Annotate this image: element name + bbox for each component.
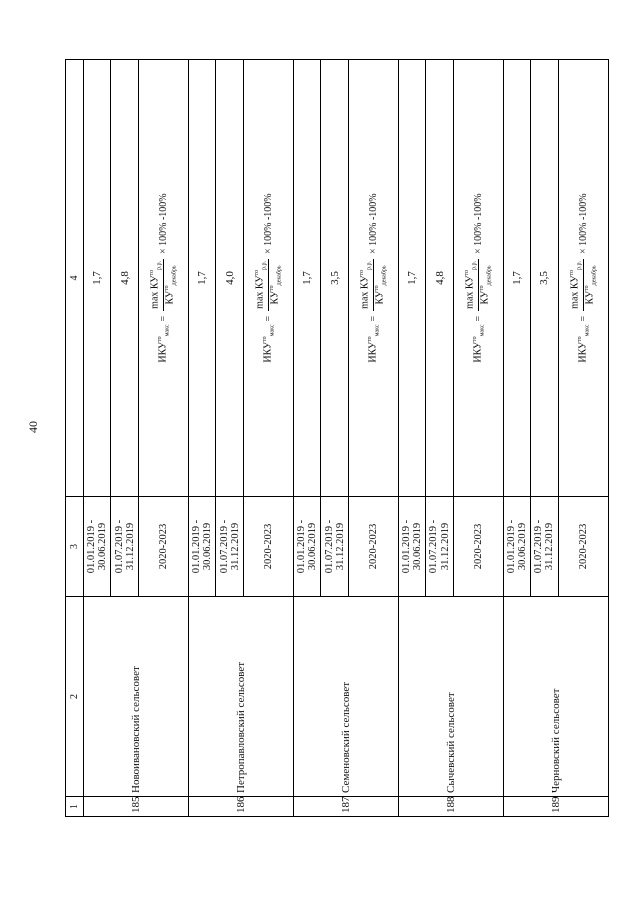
- formula-tail: × 100% -100%: [472, 193, 484, 254]
- formula-eq: =: [367, 315, 379, 322]
- formula-tail: × 100% -100%: [577, 193, 589, 254]
- period-cell: 01.01.2019 - 30.06.2019: [398, 497, 425, 597]
- formula-eq: =: [157, 315, 169, 322]
- formula-lhs: $ИКУ^{то}_{макс}$: [261, 324, 275, 363]
- formula-numerator: $\max КУ^{то}_{р.р.}$: [253, 261, 268, 309]
- period-cell: 2020-2023: [138, 497, 188, 597]
- row-number: 186: [188, 797, 293, 817]
- formula-lhs: $ИКУ^{то}_{макс}$: [156, 324, 170, 363]
- table-body: [66, 60, 609, 817]
- formula-denominator: $КУ^{то}_{декабрь}$: [163, 265, 178, 305]
- formula-fraction: [359, 259, 388, 311]
- formula-cell: [243, 60, 293, 497]
- period-cell: 01.07.2019 - 31.12.2019: [426, 497, 453, 597]
- period-cell: 01.01.2019 - 30.06.2019: [188, 497, 215, 597]
- settlement-name: Петропавловский сельсовет: [188, 597, 293, 797]
- table-row: [503, 60, 530, 817]
- row-number: 187: [293, 797, 398, 817]
- value-cell: 4,0: [216, 60, 243, 497]
- period-cell: 01.01.2019 - 30.06.2019: [503, 497, 530, 597]
- period-cell: 2020-2023: [348, 497, 398, 597]
- settlement-name: Новоивановский сельсовет: [83, 597, 188, 797]
- settlement-name: Черновский сельсовет: [503, 597, 608, 797]
- formula-eq: =: [472, 315, 484, 322]
- formula-denominator: $КУ^{то}_{декабрь}$: [268, 265, 283, 305]
- formula-fraction: [569, 259, 598, 311]
- period-cell: 01.07.2019 - 31.12.2019: [216, 497, 243, 597]
- period-cell: 01.01.2019 - 30.06.2019: [83, 497, 110, 597]
- formula: [359, 193, 388, 362]
- table-row: [398, 60, 425, 817]
- header-col-2: 2: [66, 597, 84, 797]
- value-cell: 4,8: [111, 60, 138, 497]
- table-row: [83, 60, 110, 817]
- period-cell: 01.01.2019 - 30.06.2019: [293, 497, 320, 597]
- formula-fraction: [254, 259, 283, 311]
- header-col-1: 1: [66, 797, 84, 817]
- period-cell: 01.07.2019 - 31.12.2019: [321, 497, 348, 597]
- value-cell: 1,7: [83, 60, 110, 497]
- formula-denominator: $КУ^{то}_{декабрь}$: [583, 265, 598, 305]
- value-cell: 3,5: [321, 60, 348, 497]
- value-cell: 3,5: [531, 60, 558, 497]
- period-cell: 2020-2023: [453, 497, 503, 597]
- formula: [464, 193, 493, 362]
- formula-numerator: $\max КУ^{то}_{р.р.}$: [568, 261, 583, 309]
- formula-fraction: [464, 259, 493, 311]
- value-cell: 1,7: [188, 60, 215, 497]
- formula-lhs: $ИКУ^{то}_{макс}$: [366, 324, 380, 363]
- header-row: [66, 60, 84, 817]
- table-row: [188, 60, 215, 817]
- formula-denominator: $КУ^{то}_{декабрь}$: [373, 265, 388, 305]
- row-number: 188: [398, 797, 503, 817]
- formula-cell: [348, 60, 398, 497]
- tariff-table: [65, 59, 609, 817]
- formula: [254, 193, 283, 362]
- formula-cell: [138, 60, 188, 497]
- period-cell: 2020-2023: [558, 497, 608, 597]
- formula-tail: × 100% -100%: [367, 193, 379, 254]
- settlement-name: Семеновский сельсовет: [293, 597, 398, 797]
- formula-eq: =: [262, 315, 274, 322]
- rotated-table-container: [65, 60, 609, 817]
- page-number: 40: [26, 421, 40, 433]
- header-col-4: 4: [66, 60, 84, 497]
- formula: [149, 193, 178, 362]
- formula-numerator: $\max КУ^{то}_{р.р.}$: [463, 261, 478, 309]
- formula-denominator: $КУ^{то}_{декабрь}$: [478, 265, 493, 305]
- table-row: [293, 60, 320, 817]
- period-cell: 01.07.2019 - 31.12.2019: [531, 497, 558, 597]
- formula-eq: =: [577, 315, 589, 322]
- formula-cell: [558, 60, 608, 497]
- formula-tail: × 100% -100%: [157, 193, 169, 254]
- formula-tail: × 100% -100%: [262, 193, 274, 254]
- value-cell: 1,7: [398, 60, 425, 497]
- formula: [569, 193, 598, 362]
- row-number: 189: [503, 797, 608, 817]
- formula-lhs: $ИКУ^{то}_{макс}$: [576, 324, 591, 363]
- period-cell: 01.07.2019 - 31.12.2019: [111, 497, 138, 597]
- settlement-name: Сычевский сельсовет: [398, 597, 503, 797]
- formula-numerator: $\max КУ^{то}_{р.р.}$: [358, 261, 373, 309]
- value-cell: 1,7: [293, 60, 320, 497]
- formula-lhs: $ИКУ^{то}_{макс}$: [471, 324, 485, 363]
- formula-numerator: $\max КУ^{то}_{р.р.}$: [148, 261, 163, 309]
- formula-cell: [453, 60, 503, 497]
- value-cell: 4,8: [426, 60, 453, 497]
- value-cell: 1,7: [503, 60, 530, 497]
- formula-fraction: [149, 259, 178, 311]
- period-cell: 2020-2023: [243, 497, 293, 597]
- row-number: 185: [83, 797, 188, 817]
- header-col-3: 3: [66, 497, 84, 597]
